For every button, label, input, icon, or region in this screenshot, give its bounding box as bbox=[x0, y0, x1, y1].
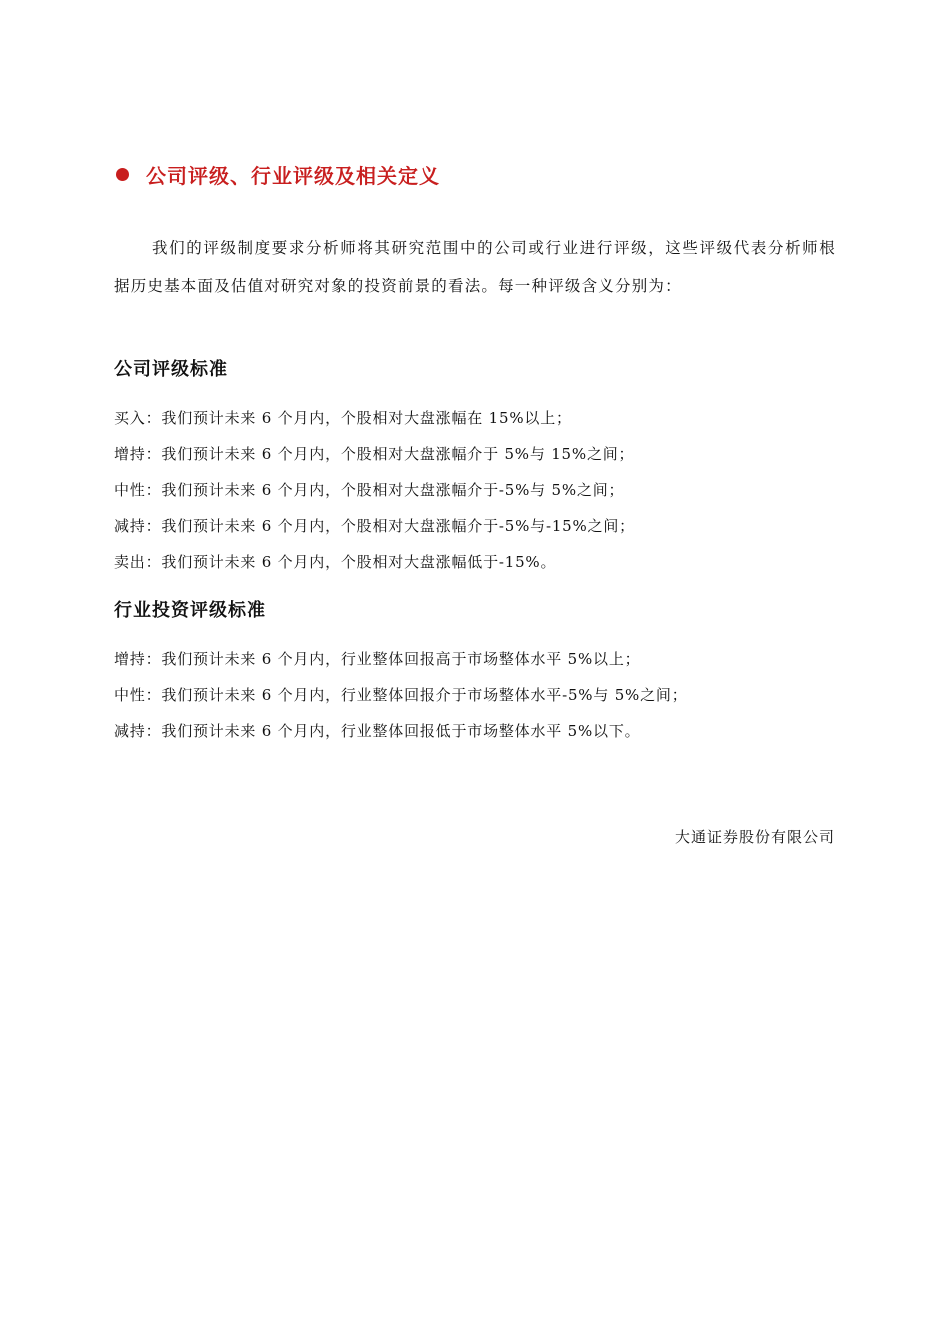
company-rating-neutral: 中性：我们预计未来 6 个月内，个股相对大盘涨幅介于-5%与 5%之间； bbox=[114, 481, 625, 499]
company-rating-buy: 买入：我们预计未来 6 个月内，个股相对大盘涨幅在 15%以上； bbox=[114, 409, 572, 427]
company-name: 大通证券股份有限公司 bbox=[674, 828, 835, 846]
section-heading bbox=[116, 160, 440, 189]
intro-paragraph: 我们的评级制度要求分析师将其研究范围中的公司或行业进行评级，这些评级代表分析师根据历史基本面及估值对研究对象的投资前景的看法。每一种评级含义分别为： bbox=[114, 239, 836, 295]
company-rating-underweight: 减持：我们预计未来 6 个月内，个股相对大盘涨幅介于-5%与-15%之间； bbox=[114, 517, 635, 535]
bullet-icon bbox=[116, 168, 129, 181]
industry-rating-neutral: 中性：我们预计未来 6 个月内，行业整体回报介于市场整体水平-5%与 5%之间； bbox=[114, 686, 688, 704]
company-rating-title: 公司评级标准 bbox=[114, 359, 228, 380]
company-rating-list bbox=[114, 400, 635, 580]
section-title: 公司评级、行业评级及相关定义 bbox=[146, 164, 440, 188]
industry-rating-underweight: 减持：我们预计未来 6 个月内，行业整体回报低于市场整体水平 5%以下。 bbox=[114, 722, 641, 740]
industry-rating-list bbox=[114, 641, 688, 749]
company-rating-sell: 卖出：我们预计未来 6 个月内，个股相对大盘涨幅低于-15%。 bbox=[114, 553, 557, 571]
industry-rating-overweight: 增持：我们预计未来 6 个月内，行业整体回报高于市场整体水平 5%以上； bbox=[114, 650, 641, 668]
industry-rating-title: 行业投资评级标准 bbox=[114, 600, 266, 621]
company-rating-overweight: 增持：我们预计未来 6 个月内，个股相对大盘涨幅介于 5%与 15%之间； bbox=[114, 445, 635, 463]
